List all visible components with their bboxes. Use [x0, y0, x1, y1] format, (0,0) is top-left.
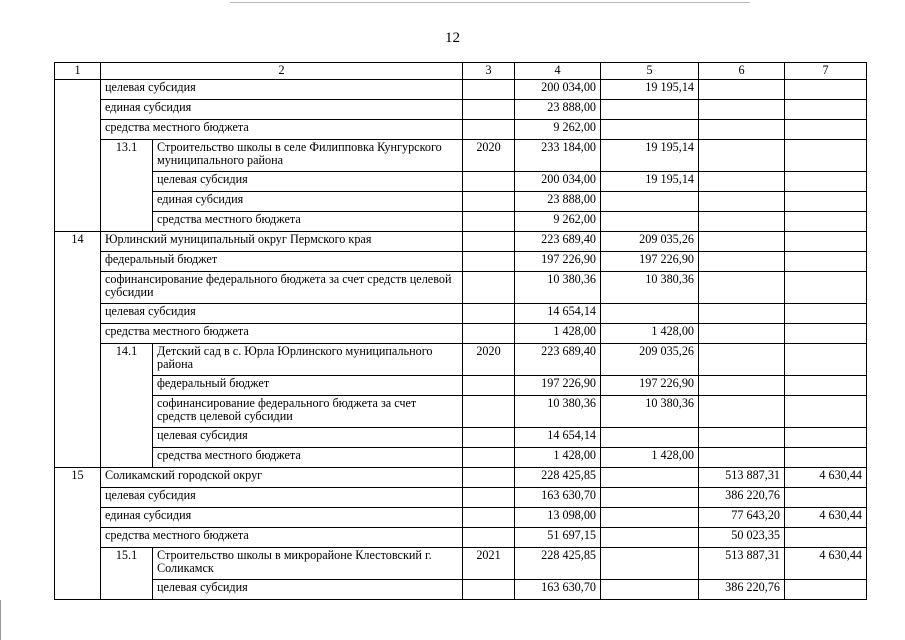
row-name-cell: единая субсидия — [153, 192, 463, 212]
year-cell — [463, 396, 515, 428]
value-cell-col7 — [785, 140, 867, 172]
row-name-cell: Соликамский городской округ — [101, 468, 463, 488]
value-cell-col6 — [699, 428, 785, 448]
subitem-index-cell: 13.1 — [101, 140, 153, 232]
value-cell-col6 — [699, 172, 785, 192]
value-cell-col6 — [699, 192, 785, 212]
header-cell-2: 2 — [101, 63, 463, 80]
row-name-cell: целевая субсидия — [101, 80, 463, 100]
section-index-cell: 14 — [55, 232, 101, 468]
value-cell-col7 — [785, 120, 867, 140]
value-cell-col5: 1 428,00 — [601, 324, 699, 344]
table-row — [55, 468, 867, 488]
header-cell-5: 5 — [601, 63, 699, 80]
year-cell: 2021 — [463, 548, 515, 580]
header-cell-7: 7 — [785, 63, 867, 80]
value-cell-col6: 386 220,76 — [699, 580, 785, 600]
table-row — [55, 508, 867, 528]
row-name-cell: Юрлинский муниципальный округ Пермского края — [101, 232, 463, 252]
value-cell-col6 — [699, 272, 785, 304]
row-name-cell: средства местного бюджета — [101, 528, 463, 548]
row-name-cell: целевая субсидия — [153, 580, 463, 600]
row-name-cell: единая субсидия — [101, 100, 463, 120]
year-cell — [463, 272, 515, 304]
value-cell-col4: 163 630,70 — [515, 580, 601, 600]
value-cell-col7 — [785, 324, 867, 344]
value-cell-col5: 10 380,36 — [601, 396, 699, 428]
value-cell-col4: 1 428,00 — [515, 448, 601, 468]
table-row — [55, 344, 867, 376]
budget-table — [54, 62, 867, 600]
year-cell — [463, 468, 515, 488]
value-cell-col7 — [785, 212, 867, 232]
year-cell — [463, 100, 515, 120]
subitem-index-cell: 14.1 — [101, 344, 153, 468]
value-cell-col7 — [785, 272, 867, 304]
value-cell-col6 — [699, 324, 785, 344]
value-cell-col7 — [785, 304, 867, 324]
year-cell — [463, 488, 515, 508]
value-cell-col6: 513 887,31 — [699, 468, 785, 488]
value-cell-col4: 13 098,00 — [515, 508, 601, 528]
row-name-cell: Строительство школы в микрорайоне Клестовский г. Соликамск — [153, 548, 463, 580]
value-cell-col6 — [699, 344, 785, 376]
value-cell-col6 — [699, 304, 785, 324]
value-cell-col5: 10 380,36 — [601, 272, 699, 304]
value-cell-col4: 223 689,40 — [515, 232, 601, 252]
table-row — [55, 252, 867, 272]
value-cell-col4: 51 697,15 — [515, 528, 601, 548]
value-cell-col7: 4 630,44 — [785, 508, 867, 528]
value-cell-col6 — [699, 376, 785, 396]
value-cell-col6 — [699, 80, 785, 100]
value-cell-col5: 209 035,26 — [601, 344, 699, 376]
table-row — [55, 120, 867, 140]
value-cell-col5: 19 195,14 — [601, 80, 699, 100]
table-row — [55, 448, 867, 468]
table-row — [55, 528, 867, 548]
value-cell-col4: 10 380,36 — [515, 272, 601, 304]
row-name-cell: Строительство школы в селе Филипповка Кунгурского муниципального района — [153, 140, 463, 172]
table-row — [55, 100, 867, 120]
year-cell — [463, 304, 515, 324]
value-cell-col5 — [601, 212, 699, 232]
row-name-cell: единая субсидия — [101, 508, 463, 528]
value-cell-col5: 197 226,90 — [601, 376, 699, 396]
row-name-cell: целевая субсидия — [153, 172, 463, 192]
row-name-cell: целевая субсидия — [101, 304, 463, 324]
table-row — [55, 488, 867, 508]
table-row — [55, 232, 867, 252]
year-cell: 2020 — [463, 344, 515, 376]
table-body — [55, 80, 867, 600]
table-row — [55, 428, 867, 448]
table-row — [55, 580, 867, 600]
value-cell-col5 — [601, 120, 699, 140]
value-cell-col7 — [785, 192, 867, 212]
value-cell-col5: 19 195,14 — [601, 172, 699, 192]
header-cell-6: 6 — [699, 63, 785, 80]
year-cell — [463, 580, 515, 600]
table-row — [55, 140, 867, 172]
value-cell-col5 — [601, 548, 699, 580]
table-row — [55, 304, 867, 324]
value-cell-col5 — [601, 428, 699, 448]
year-cell — [463, 80, 515, 100]
value-cell-col7: 4 630,44 — [785, 548, 867, 580]
value-cell-col5 — [601, 192, 699, 212]
header-cell-3: 3 — [463, 63, 515, 80]
year-cell — [463, 428, 515, 448]
scan-edge-mark — [0, 600, 1, 640]
value-cell-col6: 513 887,31 — [699, 548, 785, 580]
table-row — [55, 192, 867, 212]
value-cell-col6: 386 220,76 — [699, 488, 785, 508]
value-cell-col5 — [601, 304, 699, 324]
value-cell-col6 — [699, 100, 785, 120]
table-row — [55, 376, 867, 396]
value-cell-col4: 10 380,36 — [515, 396, 601, 428]
year-cell — [463, 120, 515, 140]
section-index-cell — [55, 80, 101, 232]
value-cell-col4: 200 034,00 — [515, 172, 601, 192]
value-cell-col5 — [601, 488, 699, 508]
value-cell-col4: 228 425,85 — [515, 548, 601, 580]
value-cell-col4: 23 888,00 — [515, 100, 601, 120]
value-cell-col5: 1 428,00 — [601, 448, 699, 468]
row-name-cell: целевая субсидия — [153, 428, 463, 448]
table-row — [55, 212, 867, 232]
year-cell — [463, 376, 515, 396]
row-name-cell: софинансирование федерального бюджета за счет средств целевой субсидии — [101, 272, 463, 304]
value-cell-col7 — [785, 448, 867, 468]
header-row — [55, 63, 867, 80]
value-cell-col7 — [785, 488, 867, 508]
value-cell-col4: 197 226,90 — [515, 252, 601, 272]
value-cell-col4: 233 184,00 — [515, 140, 601, 172]
value-cell-col7 — [785, 80, 867, 100]
table-row — [55, 172, 867, 192]
header-cell-1: 1 — [55, 63, 101, 80]
value-cell-col6 — [699, 396, 785, 428]
row-name-cell: целевая субсидия — [101, 488, 463, 508]
value-cell-col5 — [601, 468, 699, 488]
value-cell-col7 — [785, 100, 867, 120]
year-cell — [463, 252, 515, 272]
value-cell-col6: 50 023,35 — [699, 528, 785, 548]
value-cell-col5 — [601, 508, 699, 528]
value-cell-col7 — [785, 376, 867, 396]
row-name-cell: средства местного бюджета — [153, 212, 463, 232]
value-cell-col7: 4 630,44 — [785, 468, 867, 488]
value-cell-col4: 200 034,00 — [515, 80, 601, 100]
year-cell: 2020 — [463, 140, 515, 172]
value-cell-col6 — [699, 140, 785, 172]
value-cell-col5: 209 035,26 — [601, 232, 699, 252]
table-row — [55, 548, 867, 580]
value-cell-col4: 23 888,00 — [515, 192, 601, 212]
value-cell-col7 — [785, 428, 867, 448]
table-row — [55, 324, 867, 344]
table-row — [55, 80, 867, 100]
value-cell-col4: 14 654,14 — [515, 428, 601, 448]
value-cell-col4: 9 262,00 — [515, 212, 601, 232]
value-cell-col5 — [601, 528, 699, 548]
value-cell-col5: 19 195,14 — [601, 140, 699, 172]
value-cell-col5 — [601, 580, 699, 600]
value-cell-col5 — [601, 100, 699, 120]
year-cell — [463, 448, 515, 468]
value-cell-col7 — [785, 232, 867, 252]
value-cell-col4: 197 226,90 — [515, 376, 601, 396]
year-cell — [463, 212, 515, 232]
year-cell — [463, 172, 515, 192]
subitem-index-cell: 15.1 — [101, 548, 153, 600]
value-cell-col6 — [699, 252, 785, 272]
value-cell-col6 — [699, 232, 785, 252]
row-name-cell: средства местного бюджета — [101, 324, 463, 344]
section-index-cell: 15 — [55, 468, 101, 600]
top-rule — [230, 2, 750, 3]
value-cell-col4: 228 425,85 — [515, 468, 601, 488]
header-cell-4: 4 — [515, 63, 601, 80]
value-cell-col7 — [785, 344, 867, 376]
value-cell-col4: 223 689,40 — [515, 344, 601, 376]
value-cell-col7 — [785, 396, 867, 428]
value-cell-col4: 9 262,00 — [515, 120, 601, 140]
table-row — [55, 272, 867, 304]
year-cell — [463, 232, 515, 252]
table-row — [55, 396, 867, 428]
value-cell-col6 — [699, 448, 785, 468]
row-name-cell: федеральный бюджет — [101, 252, 463, 272]
value-cell-col4: 163 630,70 — [515, 488, 601, 508]
year-cell — [463, 508, 515, 528]
row-name-cell: средства местного бюджета — [101, 120, 463, 140]
value-cell-col6 — [699, 212, 785, 232]
value-cell-col7 — [785, 252, 867, 272]
value-cell-col4: 14 654,14 — [515, 304, 601, 324]
value-cell-col7 — [785, 528, 867, 548]
year-cell — [463, 192, 515, 212]
page-number: 12 — [445, 30, 460, 46]
value-cell-col6: 77 643,20 — [699, 508, 785, 528]
row-name-cell: софинансирование федерального бюджета за счет средств целевой субсидии — [153, 396, 463, 428]
row-name-cell: средства местного бюджета — [153, 448, 463, 468]
value-cell-col5: 197 226,90 — [601, 252, 699, 272]
value-cell-col4: 1 428,00 — [515, 324, 601, 344]
row-name-cell: федеральный бюджет — [153, 376, 463, 396]
value-cell-col7 — [785, 172, 867, 192]
value-cell-col7 — [785, 580, 867, 600]
year-cell — [463, 324, 515, 344]
row-name-cell: Детский сад в с. Юрла Юрлинского муниципального района — [153, 344, 463, 376]
year-cell — [463, 528, 515, 548]
value-cell-col6 — [699, 120, 785, 140]
